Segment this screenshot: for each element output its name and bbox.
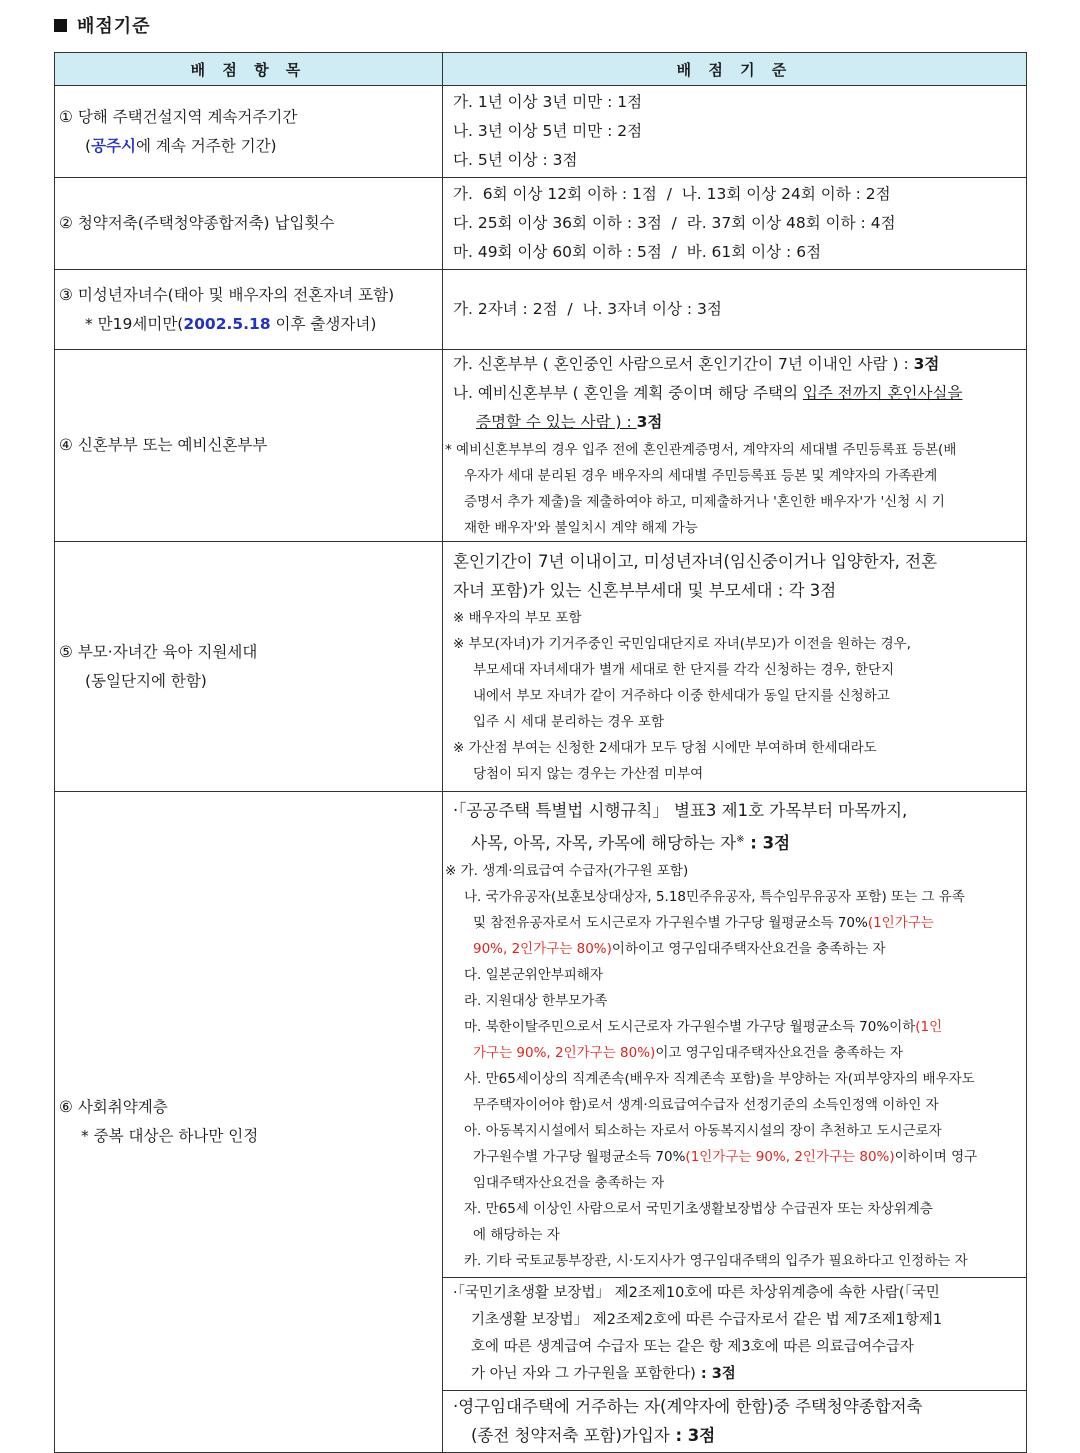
section-title: 배점기준 <box>54 12 151 38</box>
criteria-block-a: ·「공공주택 특별법 시행규칙」 별표3 제1호 가목부터 마목까지, 사목, 아목, 자목, 카목에 해당하는 자※ : 3점 ※ 가. 생계·의료급여 수급자(가구원 포함) 나. 국가유공자(보훈보상대상자, 5.18민주유공자, 특수임무유공자 포함) 또는 그 유족 및 참전유공자로서 도시근로자 가구원수별 가구당 월평균소득 70%(1인가구는 90%, 2인가구는 80%)이하이고 영구임대주택자산요건을 충족하는 자 다. 일본군위안부피해자 라. 지원대상 한부모가족 마. 북한이탈주민으로서 도시근로자 가구원수별 가구당 월평균소득 70%이하(1인 가구는 90%, 2인가구는 80%)이고 영구임대주택자산요건을 충족하는 자 사. 만65세이상의 직계존속(배우자 직계존속 포함)을 부양하는 자(피부양자의 배우자도 무주택자이어야 함)로서 생계·의료급여수급자 선정기준의 소득인정액 이하인 자 아. 아동복지시설에서 퇴소하는 자로서 아동복지시설의 장이 추천하고 도시근로자 가구원수별 가구당 월평균소득 70%(1인가구는 90%, 2인가구는 80%)이하이며 영구 임대주택자산요건을 충족하는 자 자. 만65세 이상인 사람으로서 국민기초생활보장법상 수급권자 또는 차상위계층 에 해당하는 자 카. 기타 국토교통부장관, 시·도지사가 영구임대주택의 입주가 필요하다고 인정하는 자 <box>445 801 978 1269</box>
criteria-cell: 가. 6회 이상 12회 이하 : 1점 / 나. 13회 이상 24회 이하 : 2점 다. 25회 이상 36회 이하 : 3점 / 라. 37회 이상 48회 이하 : 4점 마. 49회 이상 60회 이하 : 5점 / 바. 61회 이상 : 6점 <box>443 178 1027 270</box>
city-name: 공주시 <box>91 136 136 155</box>
item-cell: ② 청약저축(주택청약종합저축) 납입횟수 <box>55 178 443 270</box>
table-row <box>55 542 1027 792</box>
item-cell: ⑤ 부모·자녀간 육아 지원세대 (동일단지에 한함) <box>55 542 443 792</box>
table-row <box>55 270 1027 350</box>
square-bullet-icon <box>54 19 67 32</box>
item-cell: ⑥ 사회취약계층 * 중복 대상은 하나만 인정 <box>55 792 443 1453</box>
header-criteria: 배 점 기 준 <box>443 53 1027 86</box>
table-row <box>55 792 1027 1453</box>
criteria-cell: 혼인기간이 7년 이내이고, 미성년자녀(임신중이거나 입양한자, 전혼 자녀 포함)가 있는 신혼부부세대 및 부모세대 : 각 3점 ※ 배우자의 부모 포함 ※ 부모(자녀)가 기거주중인 국민임대단지로 자녀(부모)가 이전을 원하는 경우, 부모세대 자녀세대가 별개 세대로 한 단지를 각각 신청하는 경우, 한단지 내에서 부모 자녀가 같이 거주하다 이중 한세대가 동일 단지를 신청하고 입주 시 세대 분리하는 경우 포함 ※ 가산점 부여는 신청한 2세대가 모두 당첨 시에만 부여하며 한세대라도 당첨이 되지 않는 경우는 가산점 미부여 <box>443 542 1027 792</box>
criteria-cell <box>443 792 1027 1453</box>
table-row <box>55 350 1027 542</box>
criteria-block-c: ·영구임대주택에 거주하는 자(계약자에 한함)중 주택청약종합저축 (종전 청약저축 포함)가입자 : 3점 <box>443 1390 1026 1452</box>
birth-date-cutoff: 2002.5.18 <box>183 314 271 333</box>
criteria-block-b: ·「국민기초생활 보장법」 제2조제10호에 따른 차상위계층에 속한 사람(「국민 기초생활 보장법」 제2조제2호에 따른 수급자로서 같은 법 제7조제1항제1 호에 따른 생계급여 수급자 또는 같은 항 제3호에 따른 의료급여수급자 가 아닌 자와 그 가구원을 포함한다) : 3점 <box>443 1277 1026 1390</box>
item-cell: ① 당해 주택건설지역 계속거주기간 (공주시에 계속 거주한 기간) <box>55 86 443 178</box>
criteria-cell: 가. 1년 이상 3년 미만 : 1점 나. 3년 이상 5년 미만 : 2점 다. 5년 이상 : 3점 <box>443 86 1027 178</box>
item-cell: ③ 미성년자녀수(태아 및 배우자의 전혼자녀 포함) * 만19세미만(2002.5.18 이후 출생자녀) <box>55 270 443 350</box>
table-header-row <box>55 53 1027 86</box>
criteria-cell: 가. 신혼부부 ( 혼인중인 사람으로서 혼인기간이 7년 이내인 사람 ) : 3점 나. 예비신혼부부 ( 혼인을 계획 중이며 해당 주택의 입주 전까지 혼인사실을 증명할 수 있는 사람 ) : 3점 * 예비신혼부부의 경우 입주 전에 혼인관계증명서, 계약자의 세대별 주민등록표 등본(배 우자가 세대 분리된 경우 배우자의 세대별 주민등록표 등본 및 계약자의 가족관계 증명서 추가 제출)을 제출하여야 하고, 미제출하거나 '혼인한 배우자'가 '신청 시 기 재한 배우자'와 불일치시 계약 해제 가능 <box>443 350 1027 542</box>
table-row <box>55 86 1027 178</box>
item-cell: ④ 신혼부부 또는 예비신혼부부 <box>55 350 443 542</box>
criteria-cell: 가. 2자녀 : 2점 / 나. 3자녀 이상 : 3점 <box>443 270 1027 350</box>
table-row <box>55 178 1027 270</box>
header-item: 배 점 항 목 <box>55 53 443 86</box>
score-table <box>54 52 1027 1453</box>
